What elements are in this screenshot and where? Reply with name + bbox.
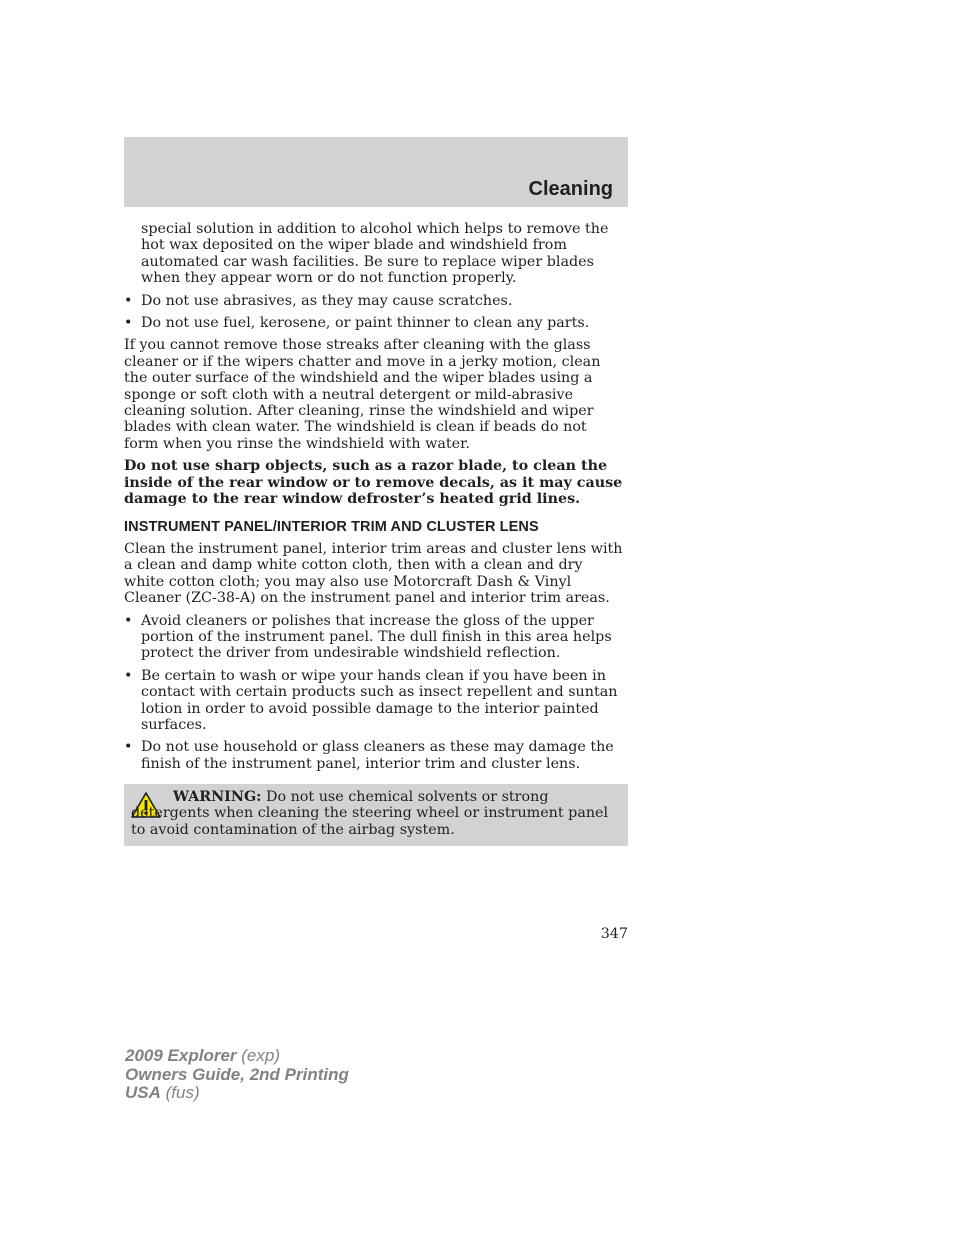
body-paragraph: If you cannot remove those streaks after cleaning with the glass cleaner or if the wipers chatter and move in a jerky motion, clean the outer surface of the windshield and the wiper blades using a sponge or soft cloth with a neutral detergent or mild-abrasive cleaning solution. After cleaning, rinse the windshield and wiper blades with clean water. The windshield is clean if beads do not form when you rinse the windshield with water. <box>124 337 601 452</box>
page-content <box>124 221 624 778</box>
footer-market: USA <box>125 1083 161 1102</box>
list-item-text: Avoid cleaners or polishes that increase the gloss of the upper portion of the instrument panel. The dull finish in this area helps protect the driver from undesirable windshield reflection. <box>141 612 612 662</box>
section-header-band <box>124 137 628 207</box>
warning-label: WARNING: <box>173 789 262 805</box>
warning-text <box>131 789 616 838</box>
list-item <box>124 739 624 772</box>
body-paragraph: Clean the instrument panel, interior trim areas and cluster lens with a clean and damp white cotton cloth, then with a clean and dry white cotton cloth; you may also use Motorcraft Dash & Vinyl Cleaner (ZC-38-A) on the instrument panel and interior trim areas. <box>124 540 623 607</box>
continuation-paragraph: special solution in addition to alcohol which helps to remove the hot wax deposited on the wiper blade and windshield from automated car wash facilities. Be sure to replace wiper blades when they appear worn or do not function properly. <box>141 221 609 287</box>
section-title: Cleaning <box>528 178 613 200</box>
document-footer <box>125 1047 349 1103</box>
warning-box <box>124 784 628 846</box>
footer-line-model <box>125 1047 349 1066</box>
bullet-icon: • <box>124 292 133 309</box>
subsection-heading: INSTRUMENT PANEL/INTERIOR TRIM AND CLUSTER LENS <box>124 518 539 535</box>
list-item <box>124 613 624 662</box>
bullet-icon: • <box>124 315 133 332</box>
page-number: 347 <box>600 926 628 942</box>
bullet-icon: • <box>124 667 133 684</box>
list-item <box>124 315 624 331</box>
list-item <box>124 293 624 309</box>
warning-message: Do not use chemical solvents or strong detergents when cleaning the steering wheel or instrument panel to avoid contamination of the airbag system. <box>131 789 609 838</box>
footer-line-guide <box>125 1066 349 1085</box>
list-item-text: Do not use household or glass cleaners as these may damage the finish of the instrument panel, interior trim and cluster lens. <box>141 739 614 772</box>
list-item-text: Do not use abrasives, as they may cause scratches. <box>141 292 513 309</box>
footer-market-code: (fus) <box>165 1083 200 1102</box>
caution-paragraph: Do not use sharp objects, such as a razor blade, to clean the inside of the rear window or to remove decals, as it may cause damage to the rear window defroster’s heated grid lines. <box>124 458 623 508</box>
list-item-text: Be certain to wash or wipe your hands clean if you have been in contact with certain products such as insect repellent and suntan lotion in order to avoid possible damage to the interior painted surfaces. <box>141 667 618 733</box>
bullet-icon: • <box>124 739 133 756</box>
footer-model: 2009 Explorer <box>125 1046 237 1065</box>
footer-guide: Owners Guide, 2nd Printing <box>125 1064 349 1084</box>
footer-line-market <box>125 1084 349 1103</box>
bullet-icon: • <box>124 612 133 629</box>
footer-model-code: (exp) <box>241 1046 280 1065</box>
list-item-text: Do not use fuel, kerosene, or paint thinner to clean any parts. <box>141 315 590 332</box>
list-item <box>124 668 624 734</box>
